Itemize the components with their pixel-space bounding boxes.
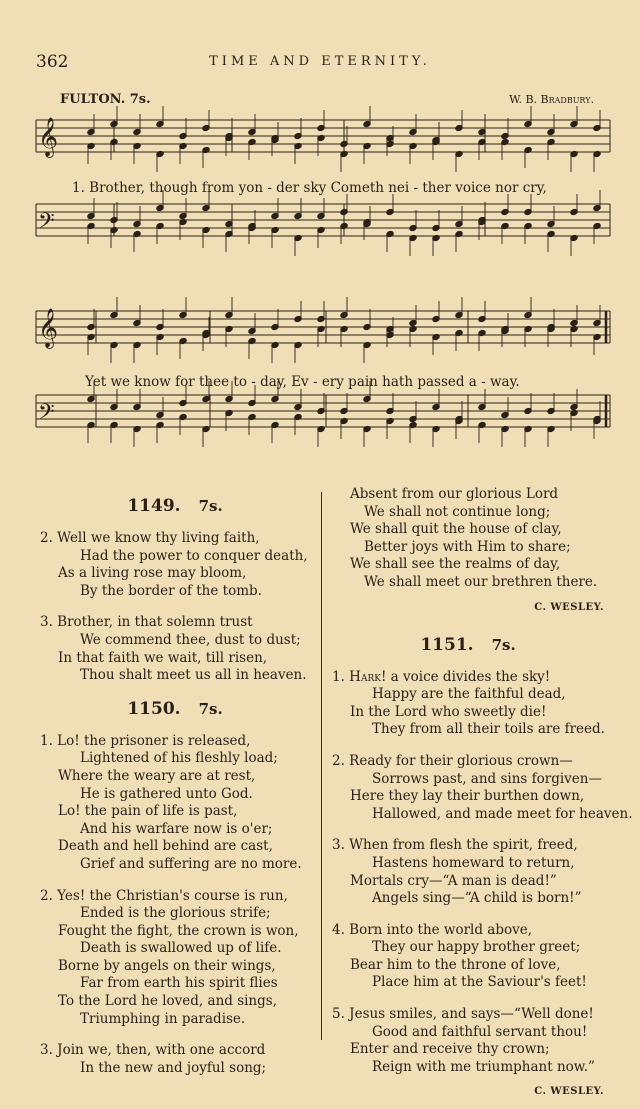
- verse-line: We shall quit the house of clay,: [350, 521, 562, 538]
- tune-lyric-line-1: 1. Brother, though from yon - der sky Cometh nei - ther voice nor cry,: [72, 180, 547, 196]
- verse-line: Lo! the pain of life is past,: [58, 803, 238, 820]
- verse-line-rest: ! a voice divides the sky!: [380, 668, 551, 685]
- verse-line: As a living rose may bloom,: [58, 565, 247, 582]
- verse-line: 3. Join we, then, with one accord: [40, 1042, 266, 1059]
- treble-clef-icon: 𝄞: [38, 308, 59, 348]
- verse-line: Lightened of his fleshly load;: [80, 750, 278, 767]
- verse-line: 4. Born into the world above,: [332, 921, 533, 938]
- bass-clef-icon: 𝄢: [38, 400, 55, 430]
- hymn-1150-heading: [40, 699, 310, 719]
- stanza: [332, 752, 633, 823]
- verse-line: 2. Well we know thy living faith,: [40, 530, 260, 546]
- verse-line: Hallowed, and made meet for heaven.: [372, 805, 633, 822]
- verse-line: To the Lord he loved, and sings,: [58, 993, 277, 1010]
- hymn-number: 1149.: [127, 496, 181, 516]
- verse-line: They from all their toils are freed.: [372, 721, 605, 738]
- verse-line: Death is swallowed up of life.: [80, 940, 282, 957]
- verse-line: Far from earth his spirit flies: [80, 975, 278, 992]
- verse-line: 5. Jesus smiles, and says—“Well done!: [332, 1006, 594, 1023]
- column-divider: [321, 492, 322, 1040]
- hymn-meter: 7s.: [198, 497, 223, 515]
- verse-line: They our happy brother greet;: [372, 939, 581, 956]
- verse-line: Angels sing—“A child is born!”: [372, 890, 582, 907]
- verse-line: Fought the fight, the crown is won,: [58, 922, 299, 939]
- treble-clef-icon: 𝄞: [38, 117, 59, 157]
- tune-name: FULTON. 7s.: [60, 92, 151, 107]
- verse-line: Had the power to conquer death,: [80, 547, 308, 564]
- bass-clef-icon: 𝄢: [38, 209, 55, 239]
- verse-line: 3. Brother, in that solemn trust: [40, 614, 253, 631]
- stanza: [332, 669, 604, 739]
- music-score: [30, 104, 615, 454]
- hymn-1149-text: [40, 530, 310, 685]
- verse-line: We shall see the realms of day,: [350, 556, 561, 573]
- verse-line: Better joys with Him to share;: [364, 538, 571, 555]
- hymn-1149-heading: [40, 496, 310, 516]
- tune-lyric-line-2: Yet we know for thee to - day, Ev - ery pain hath passed a - way.: [85, 374, 520, 390]
- hymn-number: 1151.: [420, 634, 474, 655]
- verse-line: Grief and suffering are no more.: [80, 855, 302, 872]
- verse-line: 2. Yes! the Christian's course is run,: [40, 887, 288, 904]
- stanza: [332, 837, 604, 907]
- stanza: [40, 733, 310, 874]
- verse-line: We shall not continue long;: [364, 503, 551, 520]
- right-column: [332, 486, 633, 1109]
- verse-line: Absent from our glorious Lord: [350, 486, 559, 502]
- tune-composer: W. B. Bradbury.: [509, 93, 594, 106]
- hymn-1150-text: [40, 733, 310, 1078]
- verse-line: 1. Lo! the prisoner is released,: [40, 732, 251, 749]
- verse-line: Borne by angels on their wings,: [58, 957, 276, 974]
- verse-line: In the new and joyful song;: [80, 1059, 267, 1076]
- hymn-number: 1150.: [127, 698, 181, 719]
- verse-line: Enter and receive thy crown;: [350, 1041, 550, 1058]
- verse-line: We shall meet our brethren there.: [364, 573, 598, 590]
- hymn-meter: 7s.: [491, 635, 516, 654]
- stanza: [40, 1042, 310, 1077]
- hymn-1150-author: C. WESLEY.: [534, 601, 604, 613]
- small-caps-initial: Hark: [349, 668, 381, 685]
- verse-line: Triumphing in paradise.: [80, 1010, 246, 1027]
- running-title: TIME AND ETERNITY.: [209, 54, 431, 69]
- verse-line: Thou shalt meet us all in heaven.: [80, 667, 307, 684]
- verse-line: In that faith we wait, till risen,: [58, 649, 268, 666]
- hymn-1151-heading: [332, 635, 604, 655]
- verse-line: In the Lord who sweetly die!: [350, 703, 547, 720]
- verse-line: We commend thee, dust to dust;: [80, 631, 301, 648]
- verse-line: And his warfare now is o'er;: [80, 820, 273, 837]
- hymn-1151-author: C. WESLEY.: [534, 1086, 604, 1098]
- verse-line: 1. Hark! a voice divides the sky!: [332, 668, 551, 685]
- stanza: [40, 614, 310, 684]
- hymn-meter: 7s.: [198, 699, 223, 718]
- verse-line: Death and hell behind are cast,: [58, 838, 273, 855]
- verse-line: Mortals cry—“A man is dead!”: [350, 872, 557, 889]
- page-number: 362: [36, 52, 69, 72]
- verse-line: Ended is the glorious strife;: [80, 905, 271, 922]
- verse-line: Here they lay their burthen down,: [350, 788, 585, 805]
- verse-line: Sorrows past, and sins forgiven—: [372, 770, 602, 787]
- verse-line: 3. When from flesh the spirit, freed,: [332, 837, 578, 854]
- verse-line: Happy are the faithful dead,: [372, 686, 566, 703]
- verse-line: 2. Ready for their glorious crown—: [332, 752, 573, 769]
- verse-line: Reign with me triumphant now.”: [372, 1058, 595, 1075]
- verse-line: Where the weary are at rest,: [58, 767, 256, 784]
- stanza: [332, 922, 604, 992]
- hymn-1150-continuation: [332, 486, 604, 592]
- verse-line: Hastens homeward to return,: [372, 854, 575, 871]
- stanza: [332, 1006, 604, 1076]
- verse-line: Bear him to the throne of love,: [350, 956, 561, 973]
- verse-line: Place him at the Saviour's feet!: [372, 974, 587, 991]
- stanza: [40, 888, 310, 1029]
- left-column: [40, 490, 310, 1091]
- hymn-1151-text: [332, 668, 633, 1077]
- verse-line: He is gathered unto God.: [80, 785, 253, 802]
- stanza: [40, 530, 310, 600]
- verse-line: By the border of the tomb.: [80, 582, 262, 599]
- verse-line: Good and faithful servant thou!: [372, 1023, 588, 1040]
